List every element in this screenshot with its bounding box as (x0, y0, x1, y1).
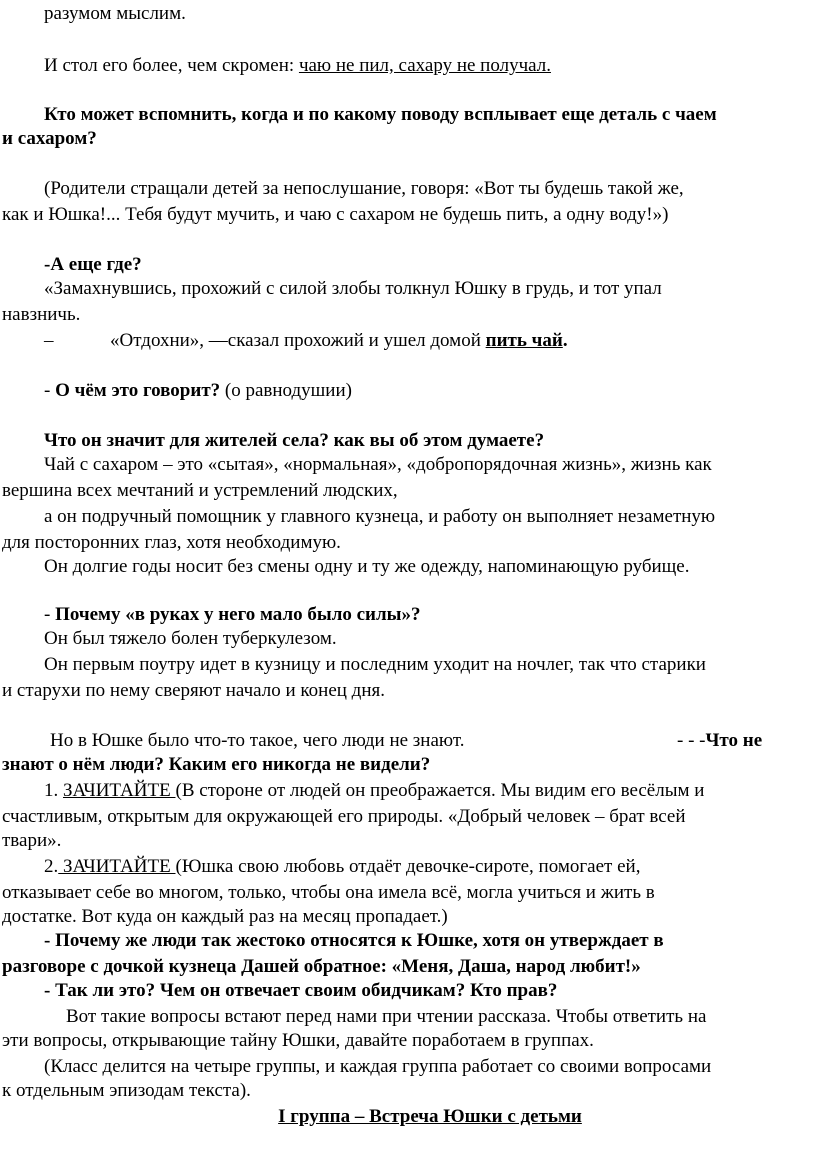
text-line (44, 379, 352, 403)
text-line (110, 329, 568, 353)
list-dash: – (44, 330, 54, 351)
text-span: (В стороне от людей он преображается. Мы видим его весёлым и (175, 780, 705, 801)
question-line: Кто может вспомнить, когда и по какому поводу всплывает еще деталь с чаем (44, 104, 717, 125)
text-line: Но в Юшке было что-то такое, чего люди не знают. (50, 730, 465, 751)
question-line: знают о нём люди? Каким его никогда не видели? (2, 754, 431, 775)
text-span: (Юшка свою любовь отдаёт девочке-сироте, помогает ей, (175, 856, 641, 877)
text-span: И стол его более, чем скромен: (44, 55, 299, 76)
question-text: Что не (705, 730, 763, 751)
text-line: «Замахнувшись, прохожий с силой злобы толкнул Юшку в грудь, и тот упал (44, 278, 662, 299)
text-line: для посторонних глаз, хотя необходимую. (2, 532, 341, 553)
text-span: - (44, 380, 56, 401)
question-line: разговоре с дочкой кузнеца Дашей обратное: «Меня, Даша, народ любит!» (2, 956, 641, 977)
text-span: «Отдохни», —сказал прохожий и ушел домой (110, 330, 486, 351)
text-line: достатке. Вот куда он каждый раз на месяц пропадает.) (2, 906, 448, 927)
underlined-text: чаю не пил, сахару не получал. (298, 55, 551, 76)
text-line: Он долгие годы носит без смены одну и ту же одежду, напоминающую рубище. (44, 556, 690, 577)
question-text: О чём это говорит? (55, 380, 221, 401)
text-line: Вот такие вопросы встают перед нами при чтении рассказа. Чтобы ответить на (66, 1006, 707, 1027)
text-line: как и Юшка!... Тебя будут мучить, и чаю с сахаром не будешь пить, а одну воду!») (2, 204, 669, 225)
underlined-text: ЗАЧИТАЙТЕ (58, 856, 176, 877)
text-line: а он подручный помощник у главного кузнеца, и работу он выполняет незаметную (44, 506, 716, 527)
text-line: эти вопросы, открывающие тайну Юшки, давайте поработаем в группах. (2, 1030, 594, 1051)
underlined-text: пить чай (485, 330, 563, 351)
question-line: - Так ли это? Чем он отвечает своим обидчикам? Кто прав? (44, 980, 558, 1001)
underlined-text: ЗАЧИТАЙТЕ (63, 780, 176, 801)
question-line: -А еще где? (44, 254, 142, 275)
text-line: к отдельным эпизодам текста). (2, 1080, 251, 1101)
text-line: вершина всех мечтаний и устремлений людских, (2, 480, 398, 501)
text-line: разумом мыслим. (44, 3, 186, 24)
list-number: 1. (44, 780, 63, 801)
text-line: Он был тяжело болен туберкулезом. (44, 628, 337, 649)
text-line (44, 54, 551, 78)
question-line (677, 729, 762, 753)
text-span: . (562, 330, 568, 351)
question-line: и сахаром? (2, 128, 97, 149)
text-line: навзничь. (2, 304, 81, 325)
question-line: Что он значит для жителей села? как вы об этом думаете? (44, 430, 545, 451)
text-line: и старухи по нему сверяют начало и конец дня. (2, 680, 385, 701)
text-line: Чай с сахаром – это «сытая», «нормальная», «добропорядочная жизнь», жизнь как (44, 454, 712, 475)
text-span: - (44, 604, 56, 625)
text-line: (Класс делится на четыре группы, и каждая группа работает со своими вопросами (44, 1056, 712, 1077)
text-line: (Родители стращали детей за непослушание, говоря: «Вот ты будешь такой же, (44, 178, 684, 199)
text-line: счастливым, открытым для окружающей его природы. «Добрый человек – брат всей (2, 806, 686, 827)
question-line: - Почему же люди так жестоко относятся к Юшке, хотя он утверждает в (44, 930, 664, 951)
text-line (44, 603, 421, 627)
text-line: отказывает себе во многом, только, чтобы она имела всё, могла учиться и жить в (2, 882, 655, 903)
text-line (44, 779, 704, 803)
text-line: твари». (2, 830, 62, 851)
text-line: Он первым поутру идет в кузницу и последним уходит на ночлег, так что старики (44, 654, 706, 675)
section-heading: I группа – Встреча Юшки с детьми (278, 1106, 582, 1127)
text-span: - - - (677, 730, 706, 751)
list-number: 2. (44, 856, 59, 877)
question-text: Почему «в руках у него мало было силы»? (55, 604, 421, 625)
text-span: (о равнодушии) (220, 380, 352, 401)
text-line (44, 855, 640, 879)
